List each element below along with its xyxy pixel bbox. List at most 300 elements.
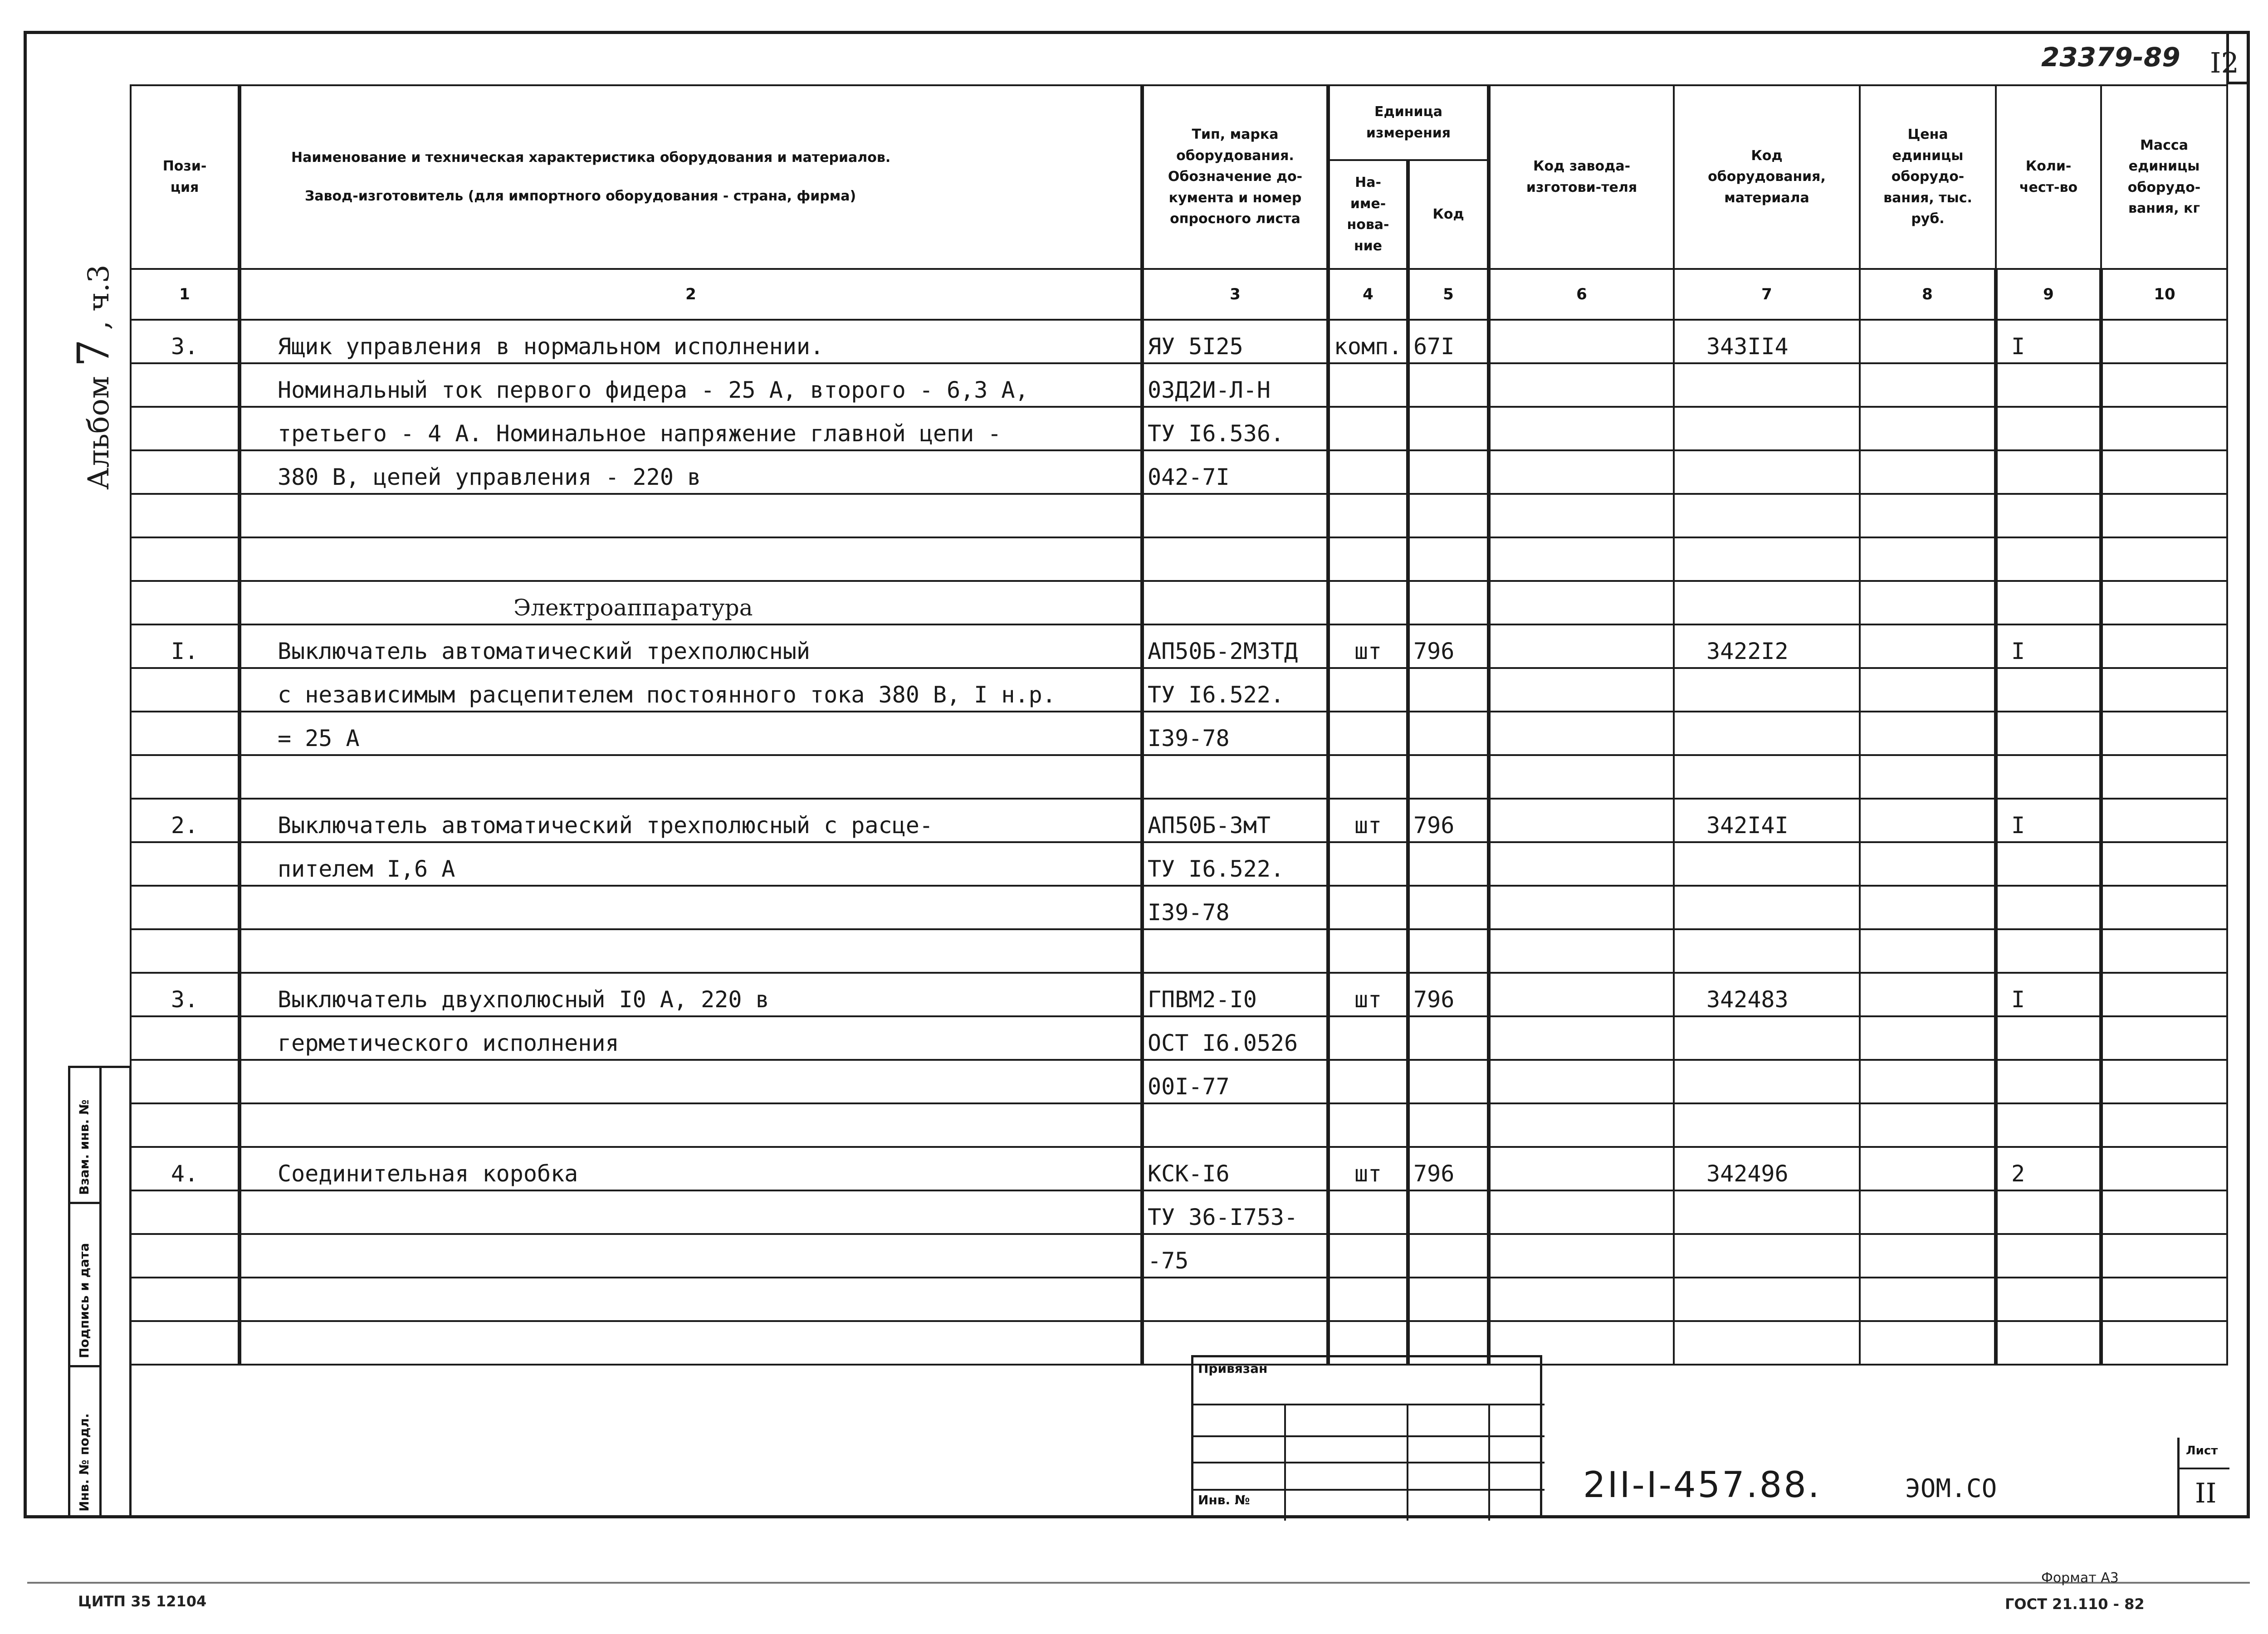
row-factory-code — [1489, 973, 1674, 1016]
row-unit-code — [1408, 1103, 1489, 1147]
row-qty — [1996, 363, 2101, 407]
row-position — [131, 1060, 240, 1103]
table-row — [131, 755, 2227, 799]
row-position: 3. — [131, 973, 240, 1016]
row-unit-code — [1408, 886, 1489, 929]
list-number: II — [2195, 1478, 2217, 1509]
row-name — [240, 1321, 1142, 1365]
row-type: I39-78 — [1142, 886, 1328, 929]
strip-cell-inv-replace — [70, 1068, 99, 1204]
footer-line — [27, 1582, 2250, 1584]
row-name: 380 В, цепей управления - 220 в — [240, 450, 1142, 494]
footer-gost: ГОСТ 21.110 - 82 — [2005, 1595, 2145, 1613]
row-name — [240, 1190, 1142, 1234]
table-row — [131, 494, 2227, 537]
row-unit — [1328, 755, 1408, 799]
row-position: 3. — [131, 320, 240, 363]
row-unit-code — [1408, 407, 1489, 450]
row-price — [1860, 1234, 1996, 1278]
row-position — [131, 1278, 240, 1321]
row-mass — [2101, 886, 2227, 929]
row-material-code — [1674, 1103, 1860, 1147]
header-qty: Коли-чест-во — [1996, 85, 2101, 269]
album-label — [68, 264, 119, 490]
row-unit-code — [1408, 1278, 1489, 1321]
header-mass: Масса единицы оборудо-вания, кг — [2101, 85, 2227, 269]
row-price — [1860, 1190, 1996, 1234]
row-unit — [1328, 363, 1408, 407]
row-position — [131, 450, 240, 494]
row-mass — [2101, 1234, 2227, 1278]
row-qty — [1996, 1321, 2101, 1365]
row-factory-code — [1489, 537, 1674, 581]
row-factory-code — [1489, 929, 1674, 973]
row-unit — [1328, 1278, 1408, 1321]
row-mass — [2101, 1321, 2227, 1365]
document-number: 23379-89 — [2041, 42, 2180, 73]
table-row — [131, 1190, 2227, 1234]
row-type — [1142, 537, 1328, 581]
row-unit: шт — [1328, 1147, 1408, 1190]
footer-format: Формат А3 — [2041, 1570, 2119, 1586]
row-unit — [1328, 668, 1408, 712]
row-mass — [2101, 712, 2227, 755]
colnum: 6 — [1489, 269, 1674, 320]
row-price — [1860, 407, 1996, 450]
row-price — [1860, 886, 1996, 929]
row-position — [131, 407, 240, 450]
stamp-designation: 2II-I-457.88. — [1583, 1465, 1821, 1506]
row-material-code — [1674, 1321, 1860, 1365]
row-unit — [1328, 1190, 1408, 1234]
header-unit-name: На-име-нова-ние — [1328, 160, 1408, 269]
colnum: 9 — [1996, 269, 2101, 320]
row-factory-code — [1489, 1278, 1674, 1321]
table-row — [131, 1103, 2227, 1147]
row-type: I39-78 — [1142, 712, 1328, 755]
row-material-code — [1674, 1060, 1860, 1103]
row-factory-code — [1489, 799, 1674, 842]
row-name — [240, 755, 1142, 799]
row-mass — [2101, 1147, 2227, 1190]
row-price — [1860, 929, 1996, 973]
colnum: 2 — [240, 269, 1142, 320]
header-type: Тип, марка оборудования. Обозначение до-кумента и номер опросного листа — [1142, 85, 1328, 269]
row-factory-code — [1489, 450, 1674, 494]
row-factory-code — [1489, 1190, 1674, 1234]
row-type: 00I-77 — [1142, 1060, 1328, 1103]
row-unit-code — [1408, 755, 1489, 799]
row-price — [1860, 1278, 1996, 1321]
row-type — [1142, 1103, 1328, 1147]
row-unit-code — [1408, 363, 1489, 407]
colnum: 4 — [1328, 269, 1408, 320]
row-unit: комп. — [1328, 320, 1408, 363]
row-qty: I — [1996, 799, 2101, 842]
album-word: Альбом — [82, 376, 116, 490]
row-material-code — [1674, 450, 1860, 494]
row-mass — [2101, 668, 2227, 712]
row-position — [131, 581, 240, 624]
attachment-title: Привязан — [1198, 1361, 1268, 1376]
row-mass — [2101, 494, 2227, 537]
row-factory-code — [1489, 407, 1674, 450]
row-qty — [1996, 581, 2101, 624]
row-name — [240, 1278, 1142, 1321]
row-qty — [1996, 494, 2101, 537]
row-name — [240, 494, 1142, 537]
row-material-code — [1674, 581, 1860, 624]
table-row — [131, 407, 2227, 450]
sheet-number: I2 — [2210, 46, 2239, 79]
row-position — [131, 363, 240, 407]
footer-left-code: ЦИТП 35 12104 — [78, 1593, 207, 1610]
left-approval-strip — [68, 1066, 132, 1518]
row-mass — [2101, 537, 2227, 581]
album-part: , ч.3 — [82, 264, 116, 330]
row-position — [131, 929, 240, 973]
attachment-line — [1193, 1404, 1545, 1405]
colnum: 7 — [1674, 269, 1860, 320]
row-unit — [1328, 581, 1408, 624]
row-qty — [1996, 1103, 2101, 1147]
row-position — [131, 886, 240, 929]
row-unit-code: 796 — [1408, 973, 1489, 1016]
row-factory-code — [1489, 668, 1674, 712]
row-name — [240, 537, 1142, 581]
row-mass — [2101, 799, 2227, 842]
attachment-inv-no: Инв. № — [1198, 1493, 1250, 1507]
row-name — [240, 1103, 1142, 1147]
strip-label-signature-date: Подпись и дата — [77, 1243, 92, 1358]
strip-label-inv-original: Инв. № подл. — [77, 1413, 92, 1512]
row-price — [1860, 1016, 1996, 1060]
table-row — [131, 1278, 2227, 1321]
row-material-code — [1674, 363, 1860, 407]
row-position — [131, 842, 240, 886]
row-material-code: 343II4 — [1674, 320, 1860, 363]
row-price — [1860, 1103, 1996, 1147]
attachment-line — [1193, 1462, 1545, 1463]
row-material-code: 3422I2 — [1674, 624, 1860, 668]
row-name: с независимым расцепителем постоянного тока 380 В, I н.р. — [240, 668, 1142, 712]
row-name: Выключатель автоматический трехполюсный — [240, 624, 1142, 668]
table-row — [131, 886, 2227, 929]
row-material-code — [1674, 1190, 1860, 1234]
row-type — [1142, 755, 1328, 799]
row-name — [240, 1234, 1142, 1278]
attachment-line — [1193, 1435, 1545, 1437]
row-mass — [2101, 450, 2227, 494]
header-name-line2: Завод-изготовитель (для импортного оборудования - страна, фирма) — [305, 188, 856, 204]
row-unit — [1328, 494, 1408, 537]
row-price — [1860, 494, 1996, 537]
colnum: 8 — [1860, 269, 1996, 320]
row-material-code — [1674, 407, 1860, 450]
row-factory-code — [1489, 1234, 1674, 1278]
row-position — [131, 668, 240, 712]
header-name-line1: Наименование и техническая характеристика оборудования и материалов. — [291, 150, 891, 166]
row-unit-code: 796 — [1408, 1147, 1489, 1190]
row-type: ТУ I6.522. — [1142, 668, 1328, 712]
row-unit: шт — [1328, 973, 1408, 1016]
attachment-vline — [1488, 1404, 1490, 1521]
row-factory-code — [1489, 624, 1674, 668]
row-material-code — [1674, 668, 1860, 712]
row-unit-code — [1408, 450, 1489, 494]
header-price: Цена единицы оборудо-вания, тыс. руб. — [1860, 85, 1996, 269]
attachment-vline — [1407, 1404, 1408, 1521]
row-type — [1142, 929, 1328, 973]
header-unit: Единица измерения — [1328, 85, 1489, 160]
attachment-vline — [1284, 1404, 1286, 1521]
row-mass — [2101, 1190, 2227, 1234]
row-type: ГПВМ2-I0 — [1142, 973, 1328, 1016]
colnum: 3 — [1142, 269, 1328, 320]
row-material-code: 342483 — [1674, 973, 1860, 1016]
row-position — [131, 1321, 240, 1365]
row-factory-code — [1489, 842, 1674, 886]
row-name: Номинальный ток первого фидера - 25 А, второго - 6,3 А, — [240, 363, 1142, 407]
row-mass — [2101, 363, 2227, 407]
row-qty — [1996, 886, 2101, 929]
attachment-block — [1191, 1355, 1542, 1518]
row-unit — [1328, 537, 1408, 581]
row-price — [1860, 581, 1996, 624]
row-unit-code: 796 — [1408, 799, 1489, 842]
row-name: Выключатель двухполюсный I0 А, 220 в — [240, 973, 1142, 1016]
table-row — [131, 1060, 2227, 1103]
row-name: пителем I,6 А — [240, 842, 1142, 886]
row-factory-code — [1489, 886, 1674, 929]
row-material-code — [1674, 1016, 1860, 1060]
row-price — [1860, 1147, 1996, 1190]
specification-table — [130, 84, 2228, 1366]
row-factory-code — [1489, 494, 1674, 537]
row-type — [1142, 1278, 1328, 1321]
row-price — [1860, 799, 1996, 842]
row-material-code — [1674, 537, 1860, 581]
row-name: Электроаппаратура — [240, 581, 1142, 624]
table-row — [131, 929, 2227, 973]
header-unit-code: Код — [1408, 160, 1489, 269]
row-unit-code: 67I — [1408, 320, 1489, 363]
row-type: ТУ I6.522. — [1142, 842, 1328, 886]
row-type: ТУ I6.536. — [1142, 407, 1328, 450]
row-mass — [2101, 407, 2227, 450]
album-number: 7 — [68, 339, 119, 367]
row-position — [131, 1234, 240, 1278]
row-factory-code — [1489, 755, 1674, 799]
row-position — [131, 494, 240, 537]
row-qty — [1996, 1190, 2101, 1234]
table-row — [131, 320, 2227, 363]
row-mass — [2101, 1060, 2227, 1103]
table-row — [131, 624, 2227, 668]
row-position — [131, 1190, 240, 1234]
row-name — [240, 886, 1142, 929]
row-unit-code — [1408, 712, 1489, 755]
row-unit-code — [1408, 1190, 1489, 1234]
row-type: 03Д2И-Л-Н — [1142, 363, 1328, 407]
row-material-code — [1674, 1234, 1860, 1278]
row-price — [1860, 537, 1996, 581]
row-qty — [1996, 668, 2101, 712]
row-material-code: 342I4I — [1674, 799, 1860, 842]
row-qty — [1996, 1234, 2101, 1278]
row-mass — [2101, 1103, 2227, 1147]
strip-divider — [99, 1068, 102, 1516]
row-factory-code — [1489, 1060, 1674, 1103]
row-factory-code — [1489, 1016, 1674, 1060]
row-type: -75 — [1142, 1234, 1328, 1278]
row-mass — [2101, 842, 2227, 886]
row-type — [1142, 494, 1328, 537]
row-type: ТУ 36-I753- — [1142, 1190, 1328, 1234]
row-price — [1860, 842, 1996, 886]
row-unit-code — [1408, 1016, 1489, 1060]
table-row — [131, 1234, 2227, 1278]
row-factory-code — [1489, 581, 1674, 624]
row-price — [1860, 1321, 1996, 1365]
table-row — [131, 973, 2227, 1016]
row-material-code — [1674, 712, 1860, 755]
row-qty — [1996, 929, 2101, 973]
row-material-code — [1674, 755, 1860, 799]
row-qty — [1996, 407, 2101, 450]
row-mass — [2101, 320, 2227, 363]
strip-cell-signature-date — [70, 1204, 99, 1367]
row-price — [1860, 668, 1996, 712]
row-name: Ящик управления в нормальном исполнении. — [240, 320, 1142, 363]
column-numbers-row — [131, 269, 2227, 320]
row-qty — [1996, 712, 2101, 755]
table-row — [131, 537, 2227, 581]
row-factory-code — [1489, 712, 1674, 755]
row-unit — [1328, 712, 1408, 755]
row-type: АП50Б-2МЗТД — [1142, 624, 1328, 668]
row-unit: шт — [1328, 624, 1408, 668]
row-name: герметического исполнения — [240, 1016, 1142, 1060]
row-unit-code — [1408, 581, 1489, 624]
strip-cell-inv-original — [70, 1367, 99, 1521]
row-unit — [1328, 842, 1408, 886]
row-name — [240, 929, 1142, 973]
row-qty — [1996, 450, 2101, 494]
row-mass — [2101, 581, 2227, 624]
row-price — [1860, 1060, 1996, 1103]
row-price — [1860, 624, 1996, 668]
row-material-code — [1674, 494, 1860, 537]
row-price — [1860, 755, 1996, 799]
row-material-code — [1674, 1278, 1860, 1321]
table-row — [131, 581, 2227, 624]
row-unit — [1328, 886, 1408, 929]
list-label: Лист — [2186, 1444, 2218, 1458]
stamp-suffix: ЭОМ.СО — [1905, 1474, 1997, 1503]
table-row — [131, 712, 2227, 755]
row-mass — [2101, 1016, 2227, 1060]
row-unit — [1328, 407, 1408, 450]
row-unit-code — [1408, 537, 1489, 581]
row-unit-code: 796 — [1408, 624, 1489, 668]
row-price — [1860, 320, 1996, 363]
table-row — [131, 1321, 2227, 1365]
row-qty: I — [1996, 624, 2101, 668]
row-type: ОСТ I6.0526 — [1142, 1016, 1328, 1060]
table-row — [131, 842, 2227, 886]
colnum: 5 — [1408, 269, 1489, 320]
table-row — [131, 1147, 2227, 1190]
row-unit — [1328, 450, 1408, 494]
header-factory-code: Код завода-изготови-теля — [1489, 85, 1674, 269]
row-position — [131, 537, 240, 581]
row-unit — [1328, 1103, 1408, 1147]
row-factory-code — [1489, 1103, 1674, 1147]
row-type: АП50Б-3мТ — [1142, 799, 1328, 842]
row-unit-code — [1408, 668, 1489, 712]
row-material-code: 342496 — [1674, 1147, 1860, 1190]
row-name: = 25 А — [240, 712, 1142, 755]
row-unit: шт — [1328, 799, 1408, 842]
row-qty — [1996, 842, 2101, 886]
row-type: 042-7I — [1142, 450, 1328, 494]
row-unit-code — [1408, 929, 1489, 973]
row-factory-code — [1489, 363, 1674, 407]
row-position — [131, 1016, 240, 1060]
row-material-code — [1674, 929, 1860, 973]
row-name — [240, 1060, 1142, 1103]
colnum: 10 — [2101, 269, 2227, 320]
table-row — [131, 1016, 2227, 1060]
row-mass — [2101, 1278, 2227, 1321]
attachment-line — [1193, 1489, 1545, 1491]
row-type: ЯУ 5I25 — [1142, 320, 1328, 363]
list-divider — [2180, 1468, 2229, 1469]
row-unit — [1328, 1060, 1408, 1103]
row-position: 4. — [131, 1147, 240, 1190]
row-factory-code — [1489, 1147, 1674, 1190]
row-type: КСК-I6 — [1142, 1147, 1328, 1190]
row-unit-code — [1408, 1060, 1489, 1103]
row-qty — [1996, 1060, 2101, 1103]
row-mass — [2101, 624, 2227, 668]
row-price — [1860, 712, 1996, 755]
header-name — [240, 85, 1142, 269]
row-factory-code — [1489, 320, 1674, 363]
table-row — [131, 363, 2227, 407]
row-qty: I — [1996, 320, 2101, 363]
table-row — [131, 450, 2227, 494]
strip-label-inv-replace: Взам. инв. № — [77, 1099, 92, 1195]
row-price — [1860, 973, 1996, 1016]
row-material-code — [1674, 842, 1860, 886]
header-material-code: Код оборудования, материала — [1674, 85, 1860, 269]
specification-body — [131, 269, 2227, 1365]
row-unit-code — [1408, 494, 1489, 537]
row-qty — [1996, 755, 2101, 799]
row-qty — [1996, 1016, 2101, 1060]
row-type — [1142, 581, 1328, 624]
row-unit-code — [1408, 842, 1489, 886]
row-position — [131, 1103, 240, 1147]
table-row — [131, 668, 2227, 712]
row-qty: I — [1996, 973, 2101, 1016]
colnum: 1 — [131, 269, 240, 320]
row-position — [131, 712, 240, 755]
row-unit — [1328, 1016, 1408, 1060]
row-position — [131, 755, 240, 799]
